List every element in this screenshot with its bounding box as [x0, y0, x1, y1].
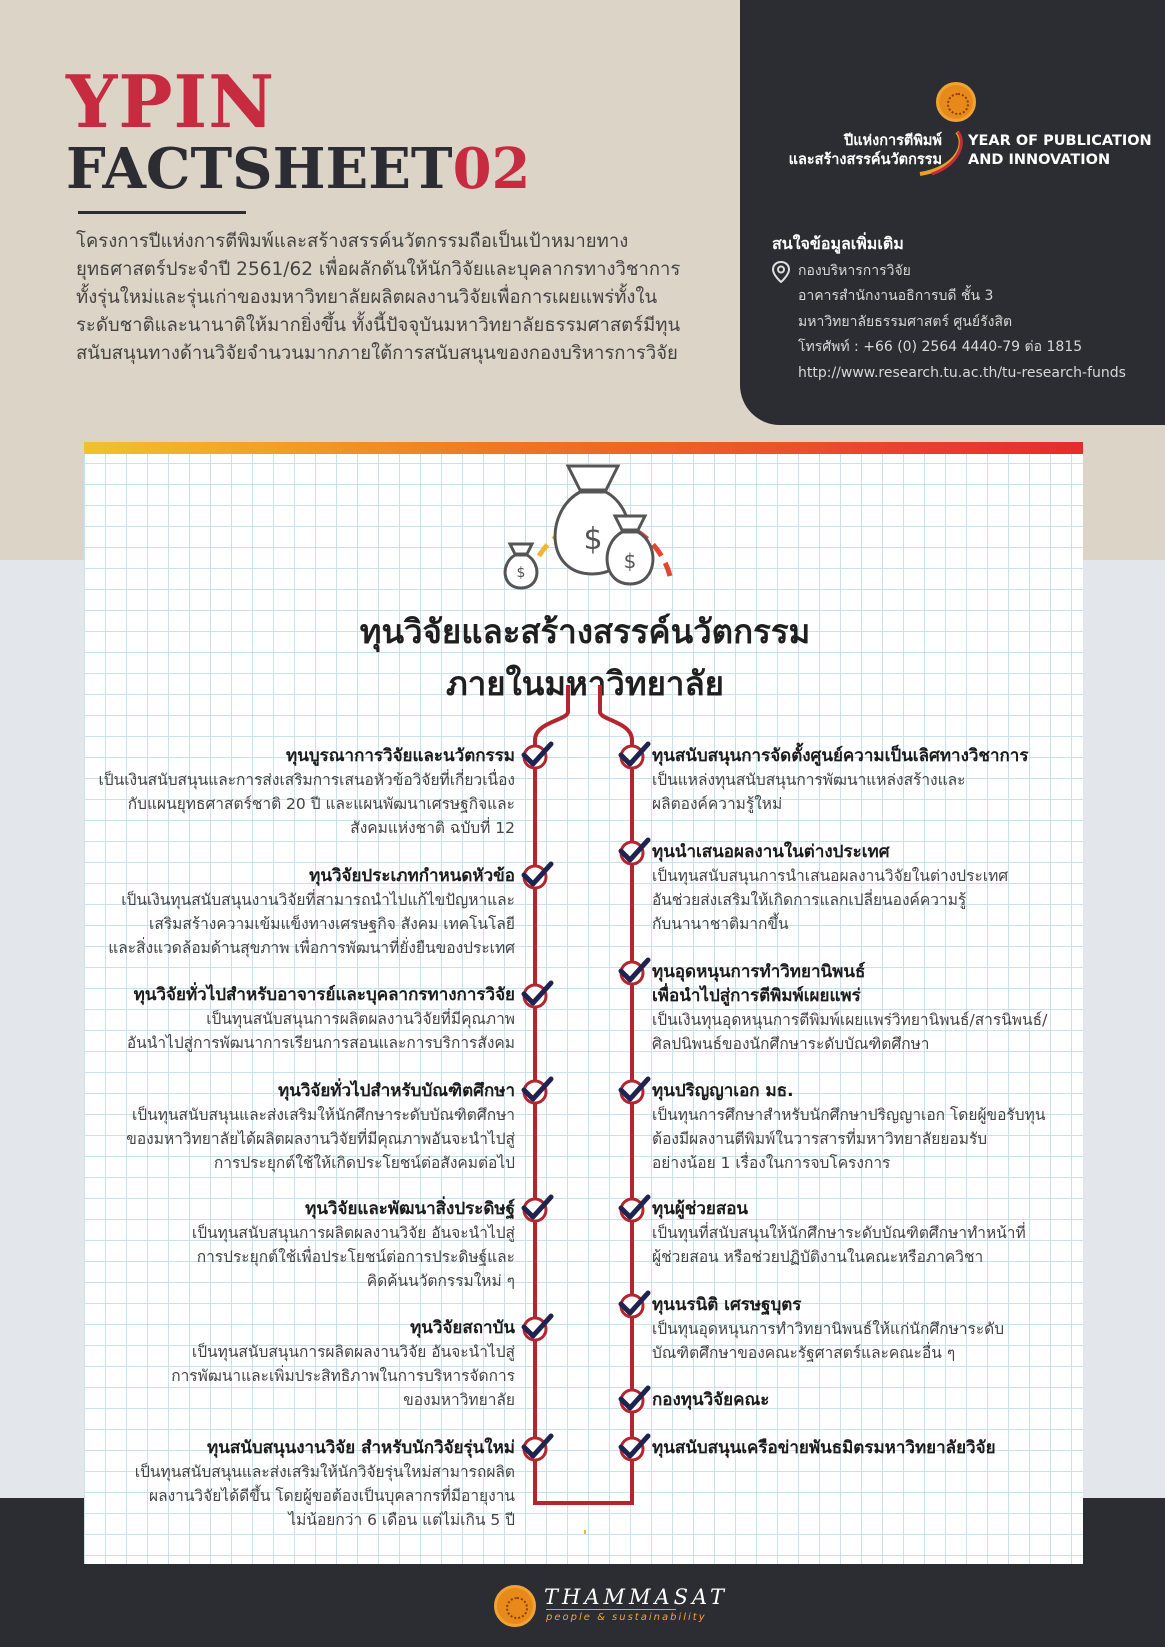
main-title-line1: ทุนวิจัยและสร้างสรรค์นวัตกรรม: [359, 612, 811, 651]
fund-desc-line: เป็นทุนสนับสนุนและส่งเสริมให้นักศึกษาระดับบัณฑิตศึกษา: [132, 1106, 515, 1124]
contact-campus: มหาวิทยาลัยธรรมศาสตร์ ศูนย์รังสิต: [798, 313, 1013, 330]
logo-ypin: YPIN: [66, 59, 276, 144]
fund-desc-line: อันช่วยส่งเสริมให้เกิดการแลกเปลี่ยนองค์ความรู้: [652, 891, 967, 909]
fund-desc-line: ของมหาวิทยาลัย: [403, 1391, 515, 1409]
fund-desc-line: เป็นเงินทุนอุดหนุนการตีพิมพ์เผยแพร่วิทยานิพนธ์/สารนิพนธ์/: [652, 1011, 1048, 1029]
university-emblem-icon: [494, 1585, 536, 1627]
logo-factsheet-number: 02: [452, 136, 531, 202]
fund-desc-line: ต้องมีผลงานตีพิมพ์ในวารสารที่มหาวิทยาลัยยอมรับ: [652, 1130, 988, 1148]
fund-title: ทุนวิจัยสถาบัน: [410, 1318, 515, 1338]
left-fund-item: [55, 864, 515, 960]
right-fund-item: [652, 744, 1072, 816]
contact-building: อาคารสำนักงานอธิการบดี ชั้น 3: [798, 288, 994, 304]
left-fund-item: [55, 1316, 515, 1412]
left-fund-item: [55, 1436, 515, 1532]
fund-desc-line: เป็นทุนสนับสนุนและส่งเสริมให้นักวิจัยรุ่นใหม่สามารถผลิต: [134, 1463, 515, 1481]
left-fund-item: [55, 1079, 515, 1175]
left-fund-item: [55, 744, 515, 840]
svg-text:$: $: [623, 549, 637, 573]
checkmark-icon: [617, 1194, 651, 1224]
checkmark-icon: [617, 837, 651, 867]
checkmark-icon: [617, 1385, 651, 1415]
fund-desc-line: สังคมแห่งชาติ ฉบับที่ 12: [350, 819, 515, 837]
contact-office: กองบริหารการวิจัย: [798, 262, 911, 279]
checkmark-icon: [520, 1313, 554, 1343]
fund-desc-line: เป็นเงินสนับสนุนและการส่งเสริมการเสนอหัวข้อวิจัยที่เกี่ยวเนื่อง: [98, 771, 515, 789]
fund-desc-line: เป็นทุนสนับสนุนการผลิตผลงานวิจัย อันจะนำไปสู่: [191, 1343, 515, 1361]
fund-title: ทุนวิจัยทั่วไปสำหรับบัณฑิตศึกษา: [278, 1081, 515, 1101]
fund-desc-line: เป็นเงินทุนสนับสนุนงานวิจัยที่สามารถนำไปแก้ไขปัญหาและ: [121, 891, 515, 909]
checkmark-icon: [520, 1433, 554, 1463]
year-logo-english-line1: YEAR OF PUBLICATION: [968, 133, 1152, 149]
fund-desc-line: กับแผนยุทธศาสตร์ชาติ 20 ปี และแผนพัฒนาเศรษฐกิจและ: [127, 795, 515, 813]
checkmark-icon: [520, 861, 554, 891]
fund-desc-line: การประยุกต์ใช้เพื่อประโยชน์ต่อการประดิษฐ์และ: [196, 1248, 515, 1266]
fund-title: ทุนนำเสนอผลงานในต่างประเทศ: [652, 842, 890, 862]
fund-desc-line: เป็นทุนสนับสนุนการผลิตผลงานวิจัยที่มีคุณภาพ: [206, 1010, 515, 1028]
fund-title: ทุนปริญญาเอก มธ.: [652, 1081, 794, 1101]
fund-desc-line: เสริมสร้างความเข้มแข็งทางเศรษฐกิจ สังคม เทคโนโลยี: [149, 915, 515, 933]
fund-title: ทุนสนับสนุนเครือข่ายพันธมิตรมหาวิทยาลัยวิจัย: [652, 1438, 996, 1458]
svg-text:$: $: [516, 565, 526, 581]
year-logo-thai-line2: และสร้างสรรค์นวัตกรรม: [788, 152, 942, 168]
logo-factsheet-text: FACTSHEET: [66, 136, 453, 202]
intro-line: ทั้งรุ่นใหม่และรุ่นเก่าของมหาวิทยาลัยผลิตผลงานวิจัยเพื่อการเผยแพร่ทั้งใน: [76, 287, 658, 308]
year-logo-english-line2: AND INNOVATION: [968, 152, 1111, 168]
fund-desc-line: เป็นแหล่งทุนสนับสนุนการพัฒนาแหล่งสร้างและ: [652, 771, 966, 789]
fund-desc-line: การประยุกต์ใช้ให้เกิดประโยชน์ต่อสังคมต่อไป: [213, 1154, 515, 1172]
fund-desc-line: การพัฒนาและเพิ่มประสิทธิภาพในการบริหารจัดการ: [171, 1367, 515, 1385]
intro-line: สนับสนุนทางด้านวิจัยจำนวนมากภายใต้การสนับสนุนของกองบริหารการวิจัย: [76, 343, 678, 364]
right-fund-item: [652, 1388, 1072, 1412]
checkmark-icon: [617, 1076, 651, 1106]
fund-title: ทุนนรนิติ เศรษฐบุตร: [652, 1295, 802, 1315]
fund-desc-line: ผลงานวิจัยได้ดีขึ้น โดยผู้ขอต้องเป็นบุคลากรที่มีอายุงาน: [148, 1487, 515, 1505]
fund-desc-line: บัณฑิตศึกษาของคณะรัฐศาสตร์และคณะอื่น ๆ: [652, 1344, 956, 1362]
fund-desc-line: เป็นทุนสนับสนุนการผลิตผลงานวิจัย อันจะนำไปสู่: [191, 1224, 515, 1242]
right-fund-item: [652, 1079, 1072, 1175]
fund-desc-line: ของมหาวิทยาลัยได้ผลิตผลงานวิจัยที่มีคุณภาพอันจะนำไปสู่: [126, 1130, 515, 1148]
right-fund-item: [652, 1293, 1072, 1365]
fund-desc-line: และสิ่งแวดล้อมด้านสุขภาพ เพื่อการพัฒนาที่ยั่งยืนของประเทศ: [108, 939, 515, 957]
fund-title: ทุนผู้ช่วยสอน: [652, 1199, 749, 1219]
intro-line: ยุทธศาสตร์ประจำปี 2561/62 เพื่อผลักดันให้นักวิจัยและบุคลากรทางวิชาการ: [76, 259, 681, 280]
checkmark-icon: [520, 741, 554, 771]
svg-text:$: $: [583, 522, 603, 557]
intro-line: ระดับชาติและนานาติให้มากยิ่งขึ้น ทั้งนี้ปัจจุบันมหาวิทยาลัยธรรมศาสตร์มีทุน: [76, 315, 681, 336]
fund-desc-line: อันนำไปสู่การพัฒนาการเรียนการสอนและการบริการสังคม: [126, 1034, 515, 1052]
checkmark-icon: [520, 1194, 554, 1224]
fund-title: ทุนสนับสนุนงานวิจัย สำหรับนักวิจัยรุ่นใหม่: [207, 1438, 515, 1458]
footer-divider: [546, 1609, 676, 1610]
main-title-line2: ภายในมหาวิทยาลัย: [445, 664, 725, 703]
fund-desc-line: ไม่น้อยกว่า 6 เดือน แต่ไม่เกิน 5 ปี: [288, 1511, 515, 1529]
checkmark-icon: [520, 1076, 554, 1106]
fund-desc-line: เป็นทุนสนับสนุนการนำเสนอผลงานวิจัยในต่างประเทศ: [652, 867, 1009, 885]
checkmark-icon: [617, 741, 651, 771]
fund-desc-line: คิดค้นนวัตกรรมใหม่ ๆ: [366, 1272, 515, 1290]
year-logo-thai-line1: ปีแห่งการตีพิมพ์: [844, 133, 942, 149]
fund-desc-line: เป็นทุนที่สนับสนุนให้นักศึกษาระดับบัณฑิตศึกษาทำหน้าที่: [652, 1224, 1026, 1242]
fund-desc-line: ผู้ช่วยสอน หรือช่วยปฏิบัติงานในคณะหรือภาควิชา: [652, 1248, 984, 1266]
checkmark-icon: [617, 1433, 651, 1463]
right-fund-item: [652, 1436, 1072, 1460]
footer-university-name: THAMMASAT: [544, 1585, 729, 1609]
fund-desc-line: เป็นทุนการศึกษาสำหรับนักศึกษาปริญญาเอก โดยผู้ขอรับทุน: [652, 1106, 1046, 1124]
fund-desc-line: เป็นทุนอุดหนุนการทำวิทยานิพนธ์ให้แก่นักศึกษาระดับ: [652, 1320, 1005, 1338]
checkmark-icon: [617, 957, 651, 987]
fund-title-line2: เพื่อนำไปสู่การตีพิมพ์เผยแพร่: [652, 986, 861, 1006]
fund-desc-line: ผลิตองค์ความรู้ใหม่: [652, 795, 783, 813]
fund-title: ทุนวิจัยประเภทกำหนดหัวข้อ: [309, 866, 515, 886]
right-fund-item: [652, 960, 1072, 1056]
contact-website-link[interactable]: http://www.research.tu.ac.th/tu-research-funds: [798, 364, 1126, 381]
right-fund-item: [652, 840, 1072, 936]
fund-title: ทุนอุดหนุนการทำวิทยานิพนธ์: [652, 962, 866, 982]
checkmark-icon: [617, 1290, 651, 1320]
fund-title: ทุนวิจัยและพัฒนาสิ่งประดิษฐ์: [305, 1199, 515, 1219]
fund-desc-line: อย่างน้อย 1 เรื่องในการจบโครงการ: [652, 1154, 891, 1172]
left-fund-item: [55, 983, 515, 1055]
footer-tagline: people & sustainability: [546, 1612, 707, 1623]
intro-line: โครงการปีแห่งการตีพิมพ์และสร้างสรรค์นวัตกรรมถือเป็นเป้าหมายทาง: [76, 231, 629, 252]
checkmark-icon: [520, 980, 554, 1010]
right-fund-item: [652, 1197, 1072, 1269]
fund-title: ทุนสนับสนุนการจัดตั้งศูนย์ความเป็นเลิศทางวิชาการ: [652, 746, 1029, 766]
fund-title: ทุนวิจัยทั่วไปสำหรับอาจารย์และบุคลากรทางการวิจัย: [133, 985, 515, 1005]
contact-heading: สนใจข้อมูลเพิ่มเติม: [772, 234, 904, 253]
fund-title: กองทุนวิจัยคณะ: [652, 1390, 770, 1410]
contact-phone: โทรศัพท์ : +66 (0) 2564 4440-79 ต่อ 1815: [798, 339, 1083, 355]
fund-desc-line: กับนานาชาติมากขึ้น: [652, 915, 789, 933]
fund-title: ทุนบูรณาการวิจัยและนวัตกรรม: [286, 746, 515, 766]
left-fund-item: [55, 1197, 515, 1293]
fund-desc-line: ศิลปนิพนธ์ของนักศึกษาระดับบัณฑิตศึกษา: [652, 1035, 930, 1053]
